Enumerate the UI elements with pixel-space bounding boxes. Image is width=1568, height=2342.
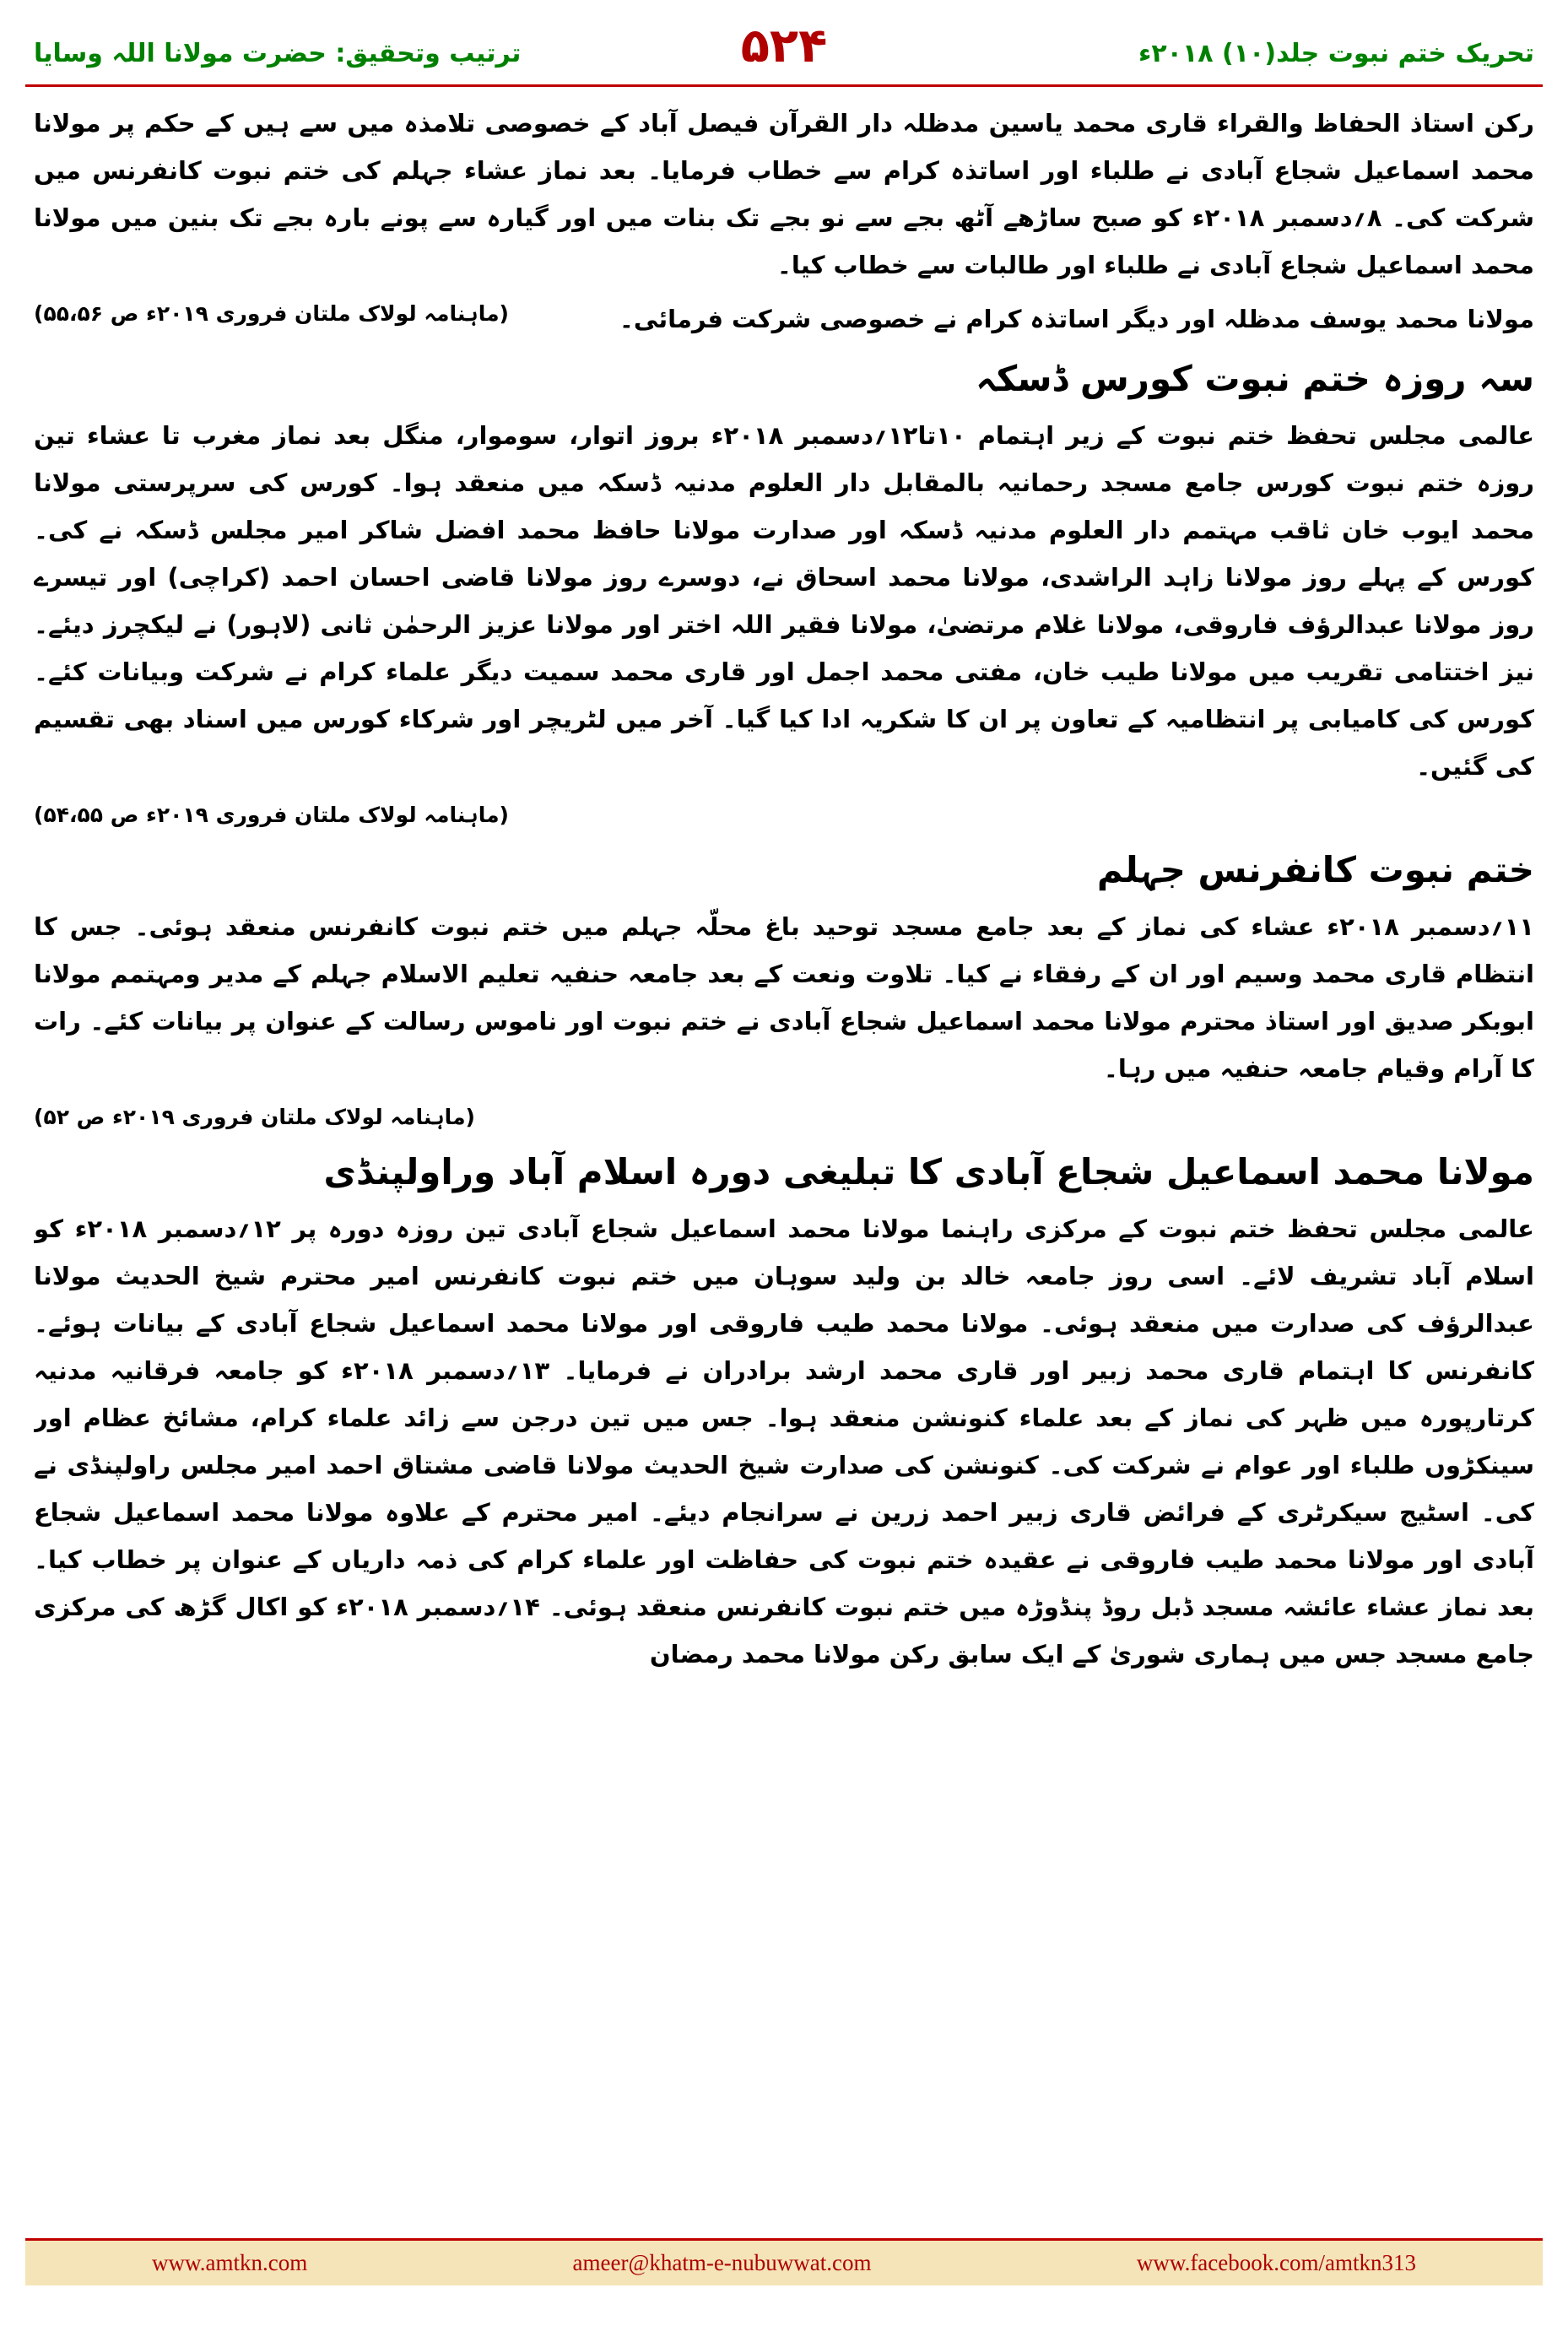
compiler-credit: ترتیب وتحقیق: حضرت مولانا اللہ وسایا — [34, 39, 522, 68]
section-heading-daska-course: سہ روزہ ختم نبوت کورس ڈسکہ — [976, 358, 1534, 399]
section-heading-islamabad-tour: مولانا محمد اسماعیل شجاع آبادی کا تبلیغی دورہ اسلام آباد وراولپنڈی — [323, 1151, 1534, 1193]
continuation-last-line: مولانا محمد یوسف مدظلہ اور دیگر اساتذہ کرام نے خصوصی شرکت فرمائی۔ — [619, 305, 1534, 333]
source-credit: (ماہنامہ لولاک ملتان فروری ۲۰۱۹ء ص ۵۴،۵۵) — [34, 803, 509, 827]
page-body — [34, 100, 1534, 2218]
section-paragraph-islamabad-tour: عالمی مجلس تحفظ ختم نبوت کے مرکزی راہنما مولانا محمد اسماعیل شجاع آبادی تین روزہ دورہ پر ۱۲؍دسمبر ۲۰۱۸ء کو اسلام آباد تشریف لائے۔ اسی روز جامعہ خالد بن ولید سوہان میں ختم نبوت کانفرنس امیر محترم شیخ الحدیث مولانا عبدالرؤف کی صدارت میں منعقد ہوئی۔ مولانا محمد طیب فاروقی اور مولانا محمد اسماعیل شجاع آبادی کے بیانات ہوئے۔ کانفرنس کا اہتمام قاری محمد زبیر اور قاری محمد ارشد برادران نے فرمایا۔ ۱۳؍دسمبر ۲۰۱۸ء کو جامعہ فرقانیہ مدنیہ کرتارپورہ میں ظہر کی نماز کے بعد علماء کنونشن منعقد ہوا۔ جس میں تین درجن سے زائد علماء کرام، مشائخ عظام اور سینکڑوں طلباء اور عوام نے شرکت کی۔ کنونشن کی صدارت شیخ الحدیث مولانا قاضی مشتاق احمد امیر مجلس راولپنڈی نے کی۔ اسٹیج سیکرٹری کے فرائض قاری زبیر احمد زرین نے سرانجام دیئے۔ امیر محترم کے علاوہ مولانا محمد اسماعیل شجاع آبادی اور مولانا محمد طیب فاروقی نے عقیدہ ختم نبوت کی حفاظت اور علماء کرام کی ذمہ داریاں کے عنوان پر خطاب کیا۔ بعد نماز عشاء عائشہ مسجد ڈبل روڈ پنڈوڑہ میں ختم نبوت کانفرنس منعقد ہوئی۔ ۱۴؍دسمبر ۲۰۱۸ء کو اکال گڑھ کی مرکزی جامع مسجد جس میں ہماری شوریٰ کے ایک سابق رکن مولانا محمد رمضان — [34, 1214, 1534, 1669]
section-paragraph-daska-course: عالمی مجلس تحفظ ختم نبوت کے زیر اہتمام ۱۰تا۱۲؍دسمبر ۲۰۱۸ء بروز اتوار، سوموار، منگل بعد نماز مغرب تا عشاء تین روزہ ختم نبوت کورس جامع مسجد رحمانیہ بالمقابل دار العلوم مدنیہ ڈسکہ میں منعقد ہوا۔ کورس کی سرپرستی مولانا محمد ایوب خان ثاقب مہتمم دار العلوم مدنیہ ڈسکہ اور صدارت مولانا حافظ محمد افضل شاکر امیر مجلس ڈسکہ نے کی۔ کورس کے پہلے روز مولانا زاہد الراشدی، مولانا محمد اسحاق نے، دوسرے روز مولانا قاضی احسان احمد (کراچی) اور تیسرے روز مولانا عبدالرؤف فاروقی، مولانا غلام مرتضیٰ، مولانا فقیر اللہ اختر اور مولانا عزیز الرحمٰن ثانی (لاہور) نے لیکچرز دیئے۔ نیز اختتامی تقریب میں مولانا طیب خان، مفتی محمد اجمل اور قاری محمد سمیت دیگر علماء کرام نے شرکت وبیانات کئے۔ کورس کی کامیابی پر انتظامیہ کے تعاون پر ان کا شکریہ ادا کیا گیا۔ آخر میں لٹریچر اور شرکاء کورس میں اسناد بھی تقسیم کی گئیں۔ — [34, 421, 1534, 781]
book-title: تحریک ختم نبوت جلد(۱۰) ۲۰۱۸ء — [1138, 39, 1534, 68]
page-header — [25, 15, 1543, 83]
section-paragraph-jhelum-conference: ۱۱؍دسمبر ۲۰۱۸ء عشاء کی نماز کے بعد جامع مسجد توحید باغ محلّہ جہلم میں ختم نبوت کانفرنس منعقد ہوئی۔ جس کا انتظام قاری محمد وسیم اور ان کے رفقاء نے کیا۔ تلاوت ونعت کے بعد جامعہ حنفیہ تعلیم الاسلام جہلم کے مدیر ومہتمم مولانا ابوبکر صدیق اور استاذ محترم مولانا محمد اسماعیل شجاع آبادی نے ختم نبوت اور ناموس رسالت کے عنوان پر بیانات کئے۔ رات کا آرام وقیام جامعہ حنفیہ میں رہا۔ — [34, 912, 1534, 1083]
facebook-link[interactable]: www.facebook.com/amtkn313 — [1136, 2250, 1416, 2275]
header-divider — [25, 84, 1543, 87]
source-credit: (ماہنامہ لولاک ملتان فروری ۲۰۱۹ء ص ۵۲) — [34, 1105, 475, 1129]
source-credit: (ماہنامہ لولاک ملتان فروری ۲۰۱۹ء ص ۵۵،۵۶) — [34, 301, 509, 326]
page-footer — [25, 2238, 1543, 2285]
email-link[interactable]: ameer@khatm-e-nubuwwat.com — [572, 2250, 872, 2275]
continuation-paragraph: رکن استاذ الحفاظ والقراء قاری محمد یاسین مدظلہ دار القرآن فیصل آباد کے خصوصی تلامذہ میں سے ہیں کے حکم پر مولانا محمد اسماعیل شجاع آبادی نے طلباء اور اساتذہ کرام سے خطاب فرمایا۔ بعد نماز عشاء جہلم کی ختم نبوت کانفرنس میں شرکت کی۔ ۸؍دسمبر ۲۰۱۸ء کو صبح ساڑھے آٹھ بجے سے نو بجے تک بنات میں اور گیارہ سے پونے بارہ بجے تک بنین میں مولانا محمد اسماعیل شجاع آبادی نے طلباء اور طالبات سے خطاب کیا۔ — [34, 109, 1534, 279]
page-number: ۵۲۴ — [740, 19, 828, 73]
section-heading-jhelum-conference: ختم نبوت کانفرنس جہلم — [1096, 849, 1534, 890]
continuation-closing — [34, 295, 1534, 343]
website-link[interactable]: www.amtkn.com — [152, 2250, 308, 2275]
